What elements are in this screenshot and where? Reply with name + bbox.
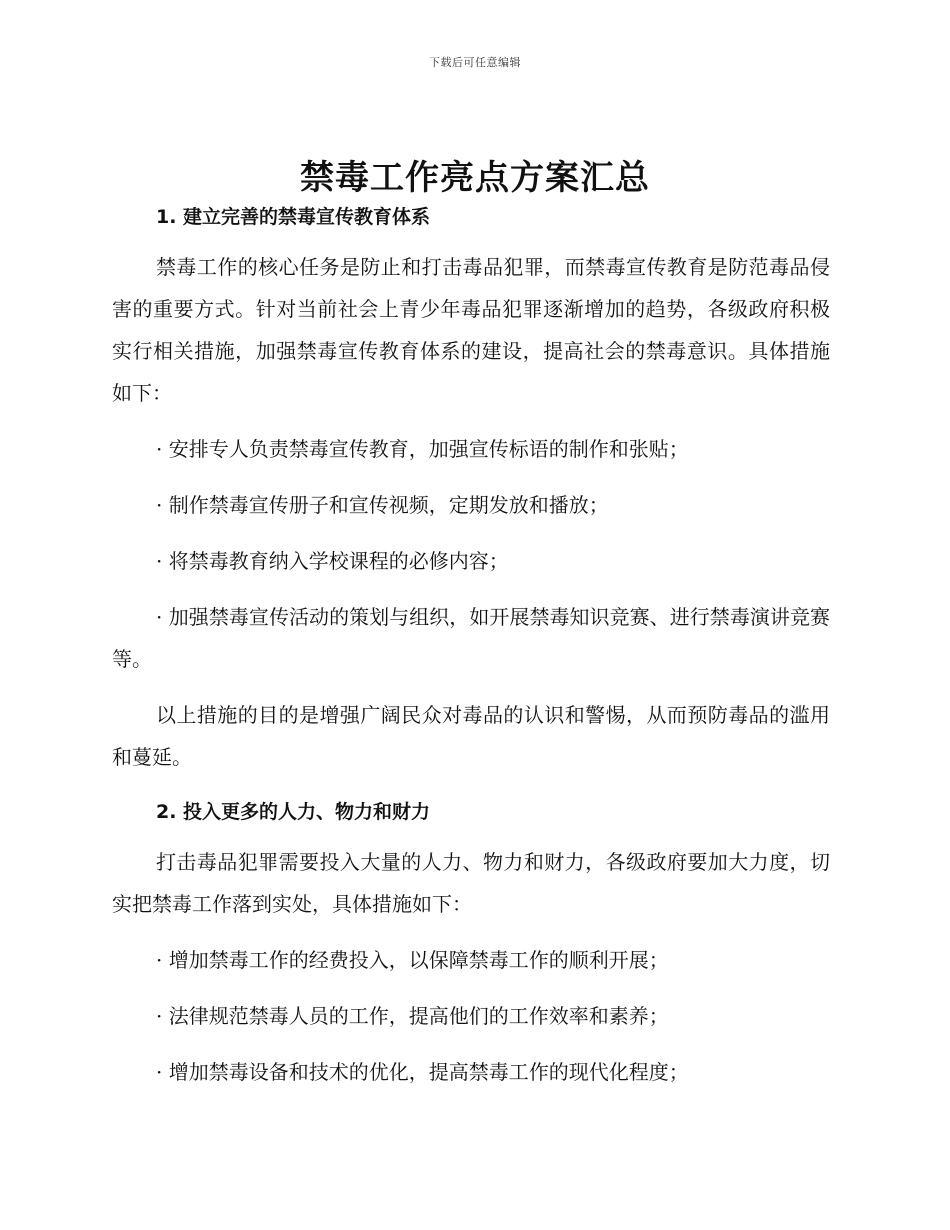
- bullet-item: · 法律规范禁毒人员的工作，提高他们的工作效率和素养；: [156, 1004, 669, 1028]
- section-intro: 打击毒品犯罪需要投入大量的人力、物力和财力，各级政府要加大力度，切实把禁毒工作落到实处，具体措施如下：: [112, 850, 830, 916]
- bullet-item: · 增加禁毒设备和技术的优化，提高禁毒工作的现代化程度；: [156, 1060, 689, 1084]
- document-body: [112, 200, 830, 1093]
- section-closing: 以上措施的目的是增强广阔民众对毒品的认识和警惕，从而预防毒品的滥用和蔓延。: [112, 703, 830, 769]
- bullet-item: · 加强禁毒宣传活动的策划与组织，如开展禁毒知识竞赛、进行禁毒演讲竞赛等。: [112, 605, 830, 671]
- header-note: 下载后可任意编辑: [429, 56, 521, 69]
- bullet-item: · 将禁毒教育纳入学校课程的必修内容；: [156, 549, 509, 573]
- section-heading: 2. 投入更多的人力、物力和财力: [156, 801, 431, 823]
- bullet-item: · 增加禁毒工作的经费投入，以保障禁毒工作的顺利开展；: [156, 948, 669, 972]
- bullet-item: · 制作禁毒宣传册子和宣传视频，定期发放和播放；: [156, 493, 609, 517]
- section-intro: 禁毒工作的核心任务是防止和打击毒品犯罪，而禁毒宣传教育是防范毒品侵害的重要方式。针对当前社会上青少年毒品犯罪逐渐增加的趋势，各级政府积极实行相关措施，加强禁毒宣传教育体系的建设，提高社会的禁毒意识。具体措施如下：: [112, 255, 830, 405]
- document-title: 禁毒工作亮点方案汇总: [300, 158, 650, 198]
- section-heading: 1. 建立完善的禁毒宣传教育体系: [156, 206, 431, 228]
- bullet-item: · 安排专人负责禁毒宣传教育，加强宣传标语的制作和张贴；: [156, 437, 689, 461]
